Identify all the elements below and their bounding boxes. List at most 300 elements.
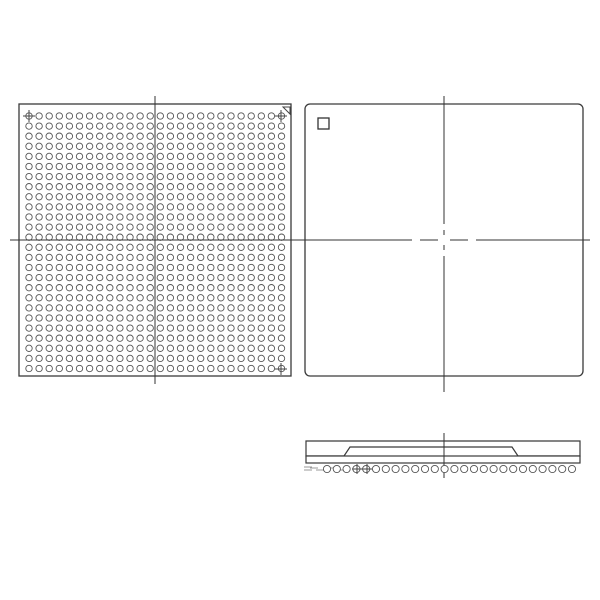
ball <box>107 325 113 331</box>
ball <box>36 204 42 210</box>
ball <box>36 194 42 200</box>
ball <box>177 315 183 321</box>
ball <box>228 194 234 200</box>
ball <box>127 295 133 301</box>
ball <box>228 345 234 351</box>
ball <box>76 123 82 129</box>
ball <box>86 224 92 230</box>
ball <box>198 224 204 230</box>
ball <box>26 204 32 210</box>
ball <box>218 305 224 311</box>
ball <box>46 234 52 240</box>
ball <box>46 163 52 169</box>
ball <box>127 325 133 331</box>
ball <box>177 123 183 129</box>
ball <box>208 173 214 179</box>
ball <box>56 143 62 149</box>
ball <box>198 355 204 361</box>
ball <box>46 335 52 341</box>
ball <box>137 355 143 361</box>
ball <box>107 274 113 280</box>
ball <box>46 184 52 190</box>
ball <box>238 133 244 139</box>
ball <box>66 113 72 119</box>
ball <box>26 285 32 291</box>
ball <box>76 224 82 230</box>
ball <box>157 113 163 119</box>
ball <box>218 173 224 179</box>
ball <box>218 153 224 159</box>
ball <box>97 153 103 159</box>
ball <box>147 173 153 179</box>
ball <box>248 224 254 230</box>
ball <box>56 113 62 119</box>
ball <box>97 214 103 220</box>
ball <box>26 184 32 190</box>
ball <box>208 264 214 270</box>
ball <box>218 123 224 129</box>
ball <box>218 133 224 139</box>
ball <box>76 345 82 351</box>
ball <box>26 305 32 311</box>
ball <box>86 254 92 260</box>
ball <box>46 153 52 159</box>
ball <box>127 123 133 129</box>
ball <box>107 285 113 291</box>
ball <box>76 305 82 311</box>
ball <box>56 264 62 270</box>
ball <box>268 274 274 280</box>
ball <box>258 123 264 129</box>
ball <box>208 345 214 351</box>
ball <box>218 274 224 280</box>
ball <box>258 163 264 169</box>
side-view-mold-cap <box>306 441 580 456</box>
ball <box>238 173 244 179</box>
ball <box>107 345 113 351</box>
ball <box>268 345 274 351</box>
ball <box>76 285 82 291</box>
side-ball <box>431 465 438 472</box>
ball <box>248 285 254 291</box>
ball <box>208 295 214 301</box>
ball <box>107 365 113 371</box>
ball <box>238 184 244 190</box>
ball <box>107 184 113 190</box>
ball <box>167 224 173 230</box>
ball <box>86 285 92 291</box>
ball <box>117 184 123 190</box>
ball <box>218 214 224 220</box>
ball <box>147 325 153 331</box>
ball <box>97 365 103 371</box>
ball <box>66 133 72 139</box>
ball <box>56 163 62 169</box>
ball <box>137 335 143 341</box>
ball <box>198 194 204 200</box>
ball <box>278 184 284 190</box>
ball <box>167 133 173 139</box>
ball <box>238 194 244 200</box>
ball <box>147 204 153 210</box>
ball <box>167 184 173 190</box>
ball <box>147 345 153 351</box>
ball <box>86 315 92 321</box>
ball <box>238 325 244 331</box>
ball <box>66 224 72 230</box>
ball <box>167 274 173 280</box>
ball <box>26 163 32 169</box>
ball <box>218 204 224 210</box>
ball <box>278 143 284 149</box>
ball <box>36 234 42 240</box>
ball <box>228 224 234 230</box>
ball <box>208 315 214 321</box>
ball <box>97 254 103 260</box>
ball <box>36 264 42 270</box>
ball <box>137 254 143 260</box>
ball <box>107 335 113 341</box>
ball <box>36 173 42 179</box>
ball <box>66 355 72 361</box>
ball <box>97 244 103 250</box>
ball <box>177 335 183 341</box>
ball <box>258 113 264 119</box>
ball <box>117 143 123 149</box>
ball <box>86 244 92 250</box>
ball <box>268 123 274 129</box>
side-ball <box>343 465 350 472</box>
ball <box>26 264 32 270</box>
ball <box>157 355 163 361</box>
ball <box>218 254 224 260</box>
ball <box>198 325 204 331</box>
ball <box>97 173 103 179</box>
ball <box>117 315 123 321</box>
ball <box>66 274 72 280</box>
ball <box>187 204 193 210</box>
ball <box>258 194 264 200</box>
ball <box>177 264 183 270</box>
ball <box>208 123 214 129</box>
ball <box>208 204 214 210</box>
ball <box>228 214 234 220</box>
ball <box>46 365 52 371</box>
ball <box>66 315 72 321</box>
ball <box>56 335 62 341</box>
ball <box>26 214 32 220</box>
ball <box>86 163 92 169</box>
ball <box>157 224 163 230</box>
ball <box>66 163 72 169</box>
ball <box>86 123 92 129</box>
ball <box>36 355 42 361</box>
ball <box>26 194 32 200</box>
side-ball <box>333 465 340 472</box>
ball <box>157 123 163 129</box>
ball <box>66 335 72 341</box>
ball <box>127 264 133 270</box>
ball <box>278 214 284 220</box>
ball <box>56 315 62 321</box>
ball <box>66 234 72 240</box>
ball <box>117 355 123 361</box>
ball <box>187 295 193 301</box>
ball <box>86 325 92 331</box>
ball <box>198 184 204 190</box>
ball <box>167 295 173 301</box>
ball <box>117 204 123 210</box>
ball <box>137 163 143 169</box>
ball <box>127 305 133 311</box>
ball <box>127 214 133 220</box>
ball <box>258 315 264 321</box>
ball <box>76 244 82 250</box>
ball <box>76 264 82 270</box>
ball <box>127 184 133 190</box>
ball <box>268 315 274 321</box>
ball <box>278 163 284 169</box>
ball <box>117 345 123 351</box>
ball <box>208 355 214 361</box>
ball <box>56 295 62 301</box>
ball <box>127 163 133 169</box>
ball <box>187 113 193 119</box>
ball <box>127 143 133 149</box>
ball <box>258 365 264 371</box>
ball <box>218 244 224 250</box>
ball <box>157 365 163 371</box>
ball <box>137 143 143 149</box>
ball <box>97 295 103 301</box>
ball <box>147 315 153 321</box>
ball <box>187 335 193 341</box>
ball <box>157 274 163 280</box>
ball <box>56 305 62 311</box>
ball <box>228 355 234 361</box>
ball <box>127 224 133 230</box>
ball <box>167 355 173 361</box>
ball <box>198 163 204 169</box>
ball <box>167 214 173 220</box>
ball <box>268 173 274 179</box>
ball <box>238 234 244 240</box>
ball <box>107 214 113 220</box>
ball <box>167 254 173 260</box>
ball <box>97 285 103 291</box>
ball <box>248 355 254 361</box>
ball <box>187 234 193 240</box>
ball <box>147 184 153 190</box>
ball <box>127 355 133 361</box>
ball <box>167 204 173 210</box>
ball <box>177 143 183 149</box>
ball <box>26 173 32 179</box>
ball <box>218 264 224 270</box>
ball <box>26 153 32 159</box>
ball <box>86 264 92 270</box>
side-ball <box>510 465 517 472</box>
ball <box>218 184 224 190</box>
ball <box>278 194 284 200</box>
ball <box>278 274 284 280</box>
ball <box>56 234 62 240</box>
ball <box>218 315 224 321</box>
ball <box>198 234 204 240</box>
ball <box>208 133 214 139</box>
ball <box>258 234 264 240</box>
ball <box>117 244 123 250</box>
ball <box>198 214 204 220</box>
ball <box>26 254 32 260</box>
ball <box>198 133 204 139</box>
ball <box>56 244 62 250</box>
ball <box>187 315 193 321</box>
ball <box>177 285 183 291</box>
ball <box>36 315 42 321</box>
ball <box>258 305 264 311</box>
ball <box>66 285 72 291</box>
ball <box>177 325 183 331</box>
ball <box>86 234 92 240</box>
ball <box>66 184 72 190</box>
ball <box>177 113 183 119</box>
ball <box>107 254 113 260</box>
ball <box>107 173 113 179</box>
ball <box>218 295 224 301</box>
ball <box>97 194 103 200</box>
ball <box>147 123 153 129</box>
ball <box>97 305 103 311</box>
ball <box>147 133 153 139</box>
ball <box>56 224 62 230</box>
ball <box>97 123 103 129</box>
ball <box>198 264 204 270</box>
ball <box>46 143 52 149</box>
ball <box>66 194 72 200</box>
ball <box>177 163 183 169</box>
ball <box>218 234 224 240</box>
ball <box>268 224 274 230</box>
ball <box>137 113 143 119</box>
ball <box>56 214 62 220</box>
ball <box>157 285 163 291</box>
ball <box>258 214 264 220</box>
ball <box>46 264 52 270</box>
ball <box>127 173 133 179</box>
ball <box>97 274 103 280</box>
ball <box>127 244 133 250</box>
ball <box>147 234 153 240</box>
ball <box>76 113 82 119</box>
ball <box>177 204 183 210</box>
ball <box>228 153 234 159</box>
ball <box>157 153 163 159</box>
ball <box>218 224 224 230</box>
ball <box>66 173 72 179</box>
ball <box>268 264 274 270</box>
ball <box>208 274 214 280</box>
ball <box>198 285 204 291</box>
ball <box>167 285 173 291</box>
ball <box>248 194 254 200</box>
ball <box>187 153 193 159</box>
side-ball <box>519 465 526 472</box>
ball <box>107 295 113 301</box>
ball <box>127 335 133 341</box>
ball <box>218 325 224 331</box>
ball <box>187 173 193 179</box>
ball <box>26 224 32 230</box>
ball <box>137 365 143 371</box>
ball <box>36 305 42 311</box>
ball <box>36 133 42 139</box>
ball <box>26 325 32 331</box>
ball <box>46 305 52 311</box>
ball <box>127 365 133 371</box>
ball <box>208 234 214 240</box>
ball <box>26 365 32 371</box>
ball <box>268 143 274 149</box>
ball <box>248 173 254 179</box>
ball <box>137 153 143 159</box>
ball <box>268 254 274 260</box>
ball <box>107 234 113 240</box>
ball <box>258 153 264 159</box>
ball <box>228 143 234 149</box>
ball <box>278 244 284 250</box>
ball <box>268 194 274 200</box>
ball <box>177 305 183 311</box>
ball <box>36 143 42 149</box>
ball <box>208 224 214 230</box>
ball <box>238 305 244 311</box>
side-ball <box>451 465 458 472</box>
ball <box>187 143 193 149</box>
ball <box>167 325 173 331</box>
ball <box>107 194 113 200</box>
ball <box>198 123 204 129</box>
ball <box>107 133 113 139</box>
ball <box>187 184 193 190</box>
ball <box>208 214 214 220</box>
ball <box>66 264 72 270</box>
top-view <box>298 96 590 392</box>
ball <box>208 335 214 341</box>
ball <box>268 204 274 210</box>
ball <box>268 295 274 301</box>
ball <box>278 335 284 341</box>
ball <box>97 163 103 169</box>
side-ball <box>539 465 546 472</box>
ball <box>228 274 234 280</box>
ball <box>76 143 82 149</box>
ball <box>198 345 204 351</box>
ball <box>278 305 284 311</box>
ball <box>137 194 143 200</box>
ball <box>167 173 173 179</box>
ball <box>76 335 82 341</box>
ball <box>268 355 274 361</box>
ball <box>258 264 264 270</box>
ball <box>268 285 274 291</box>
ball <box>268 305 274 311</box>
ball <box>26 244 32 250</box>
ball <box>66 254 72 260</box>
ball <box>76 325 82 331</box>
ball <box>36 345 42 351</box>
side-ball <box>372 465 379 472</box>
